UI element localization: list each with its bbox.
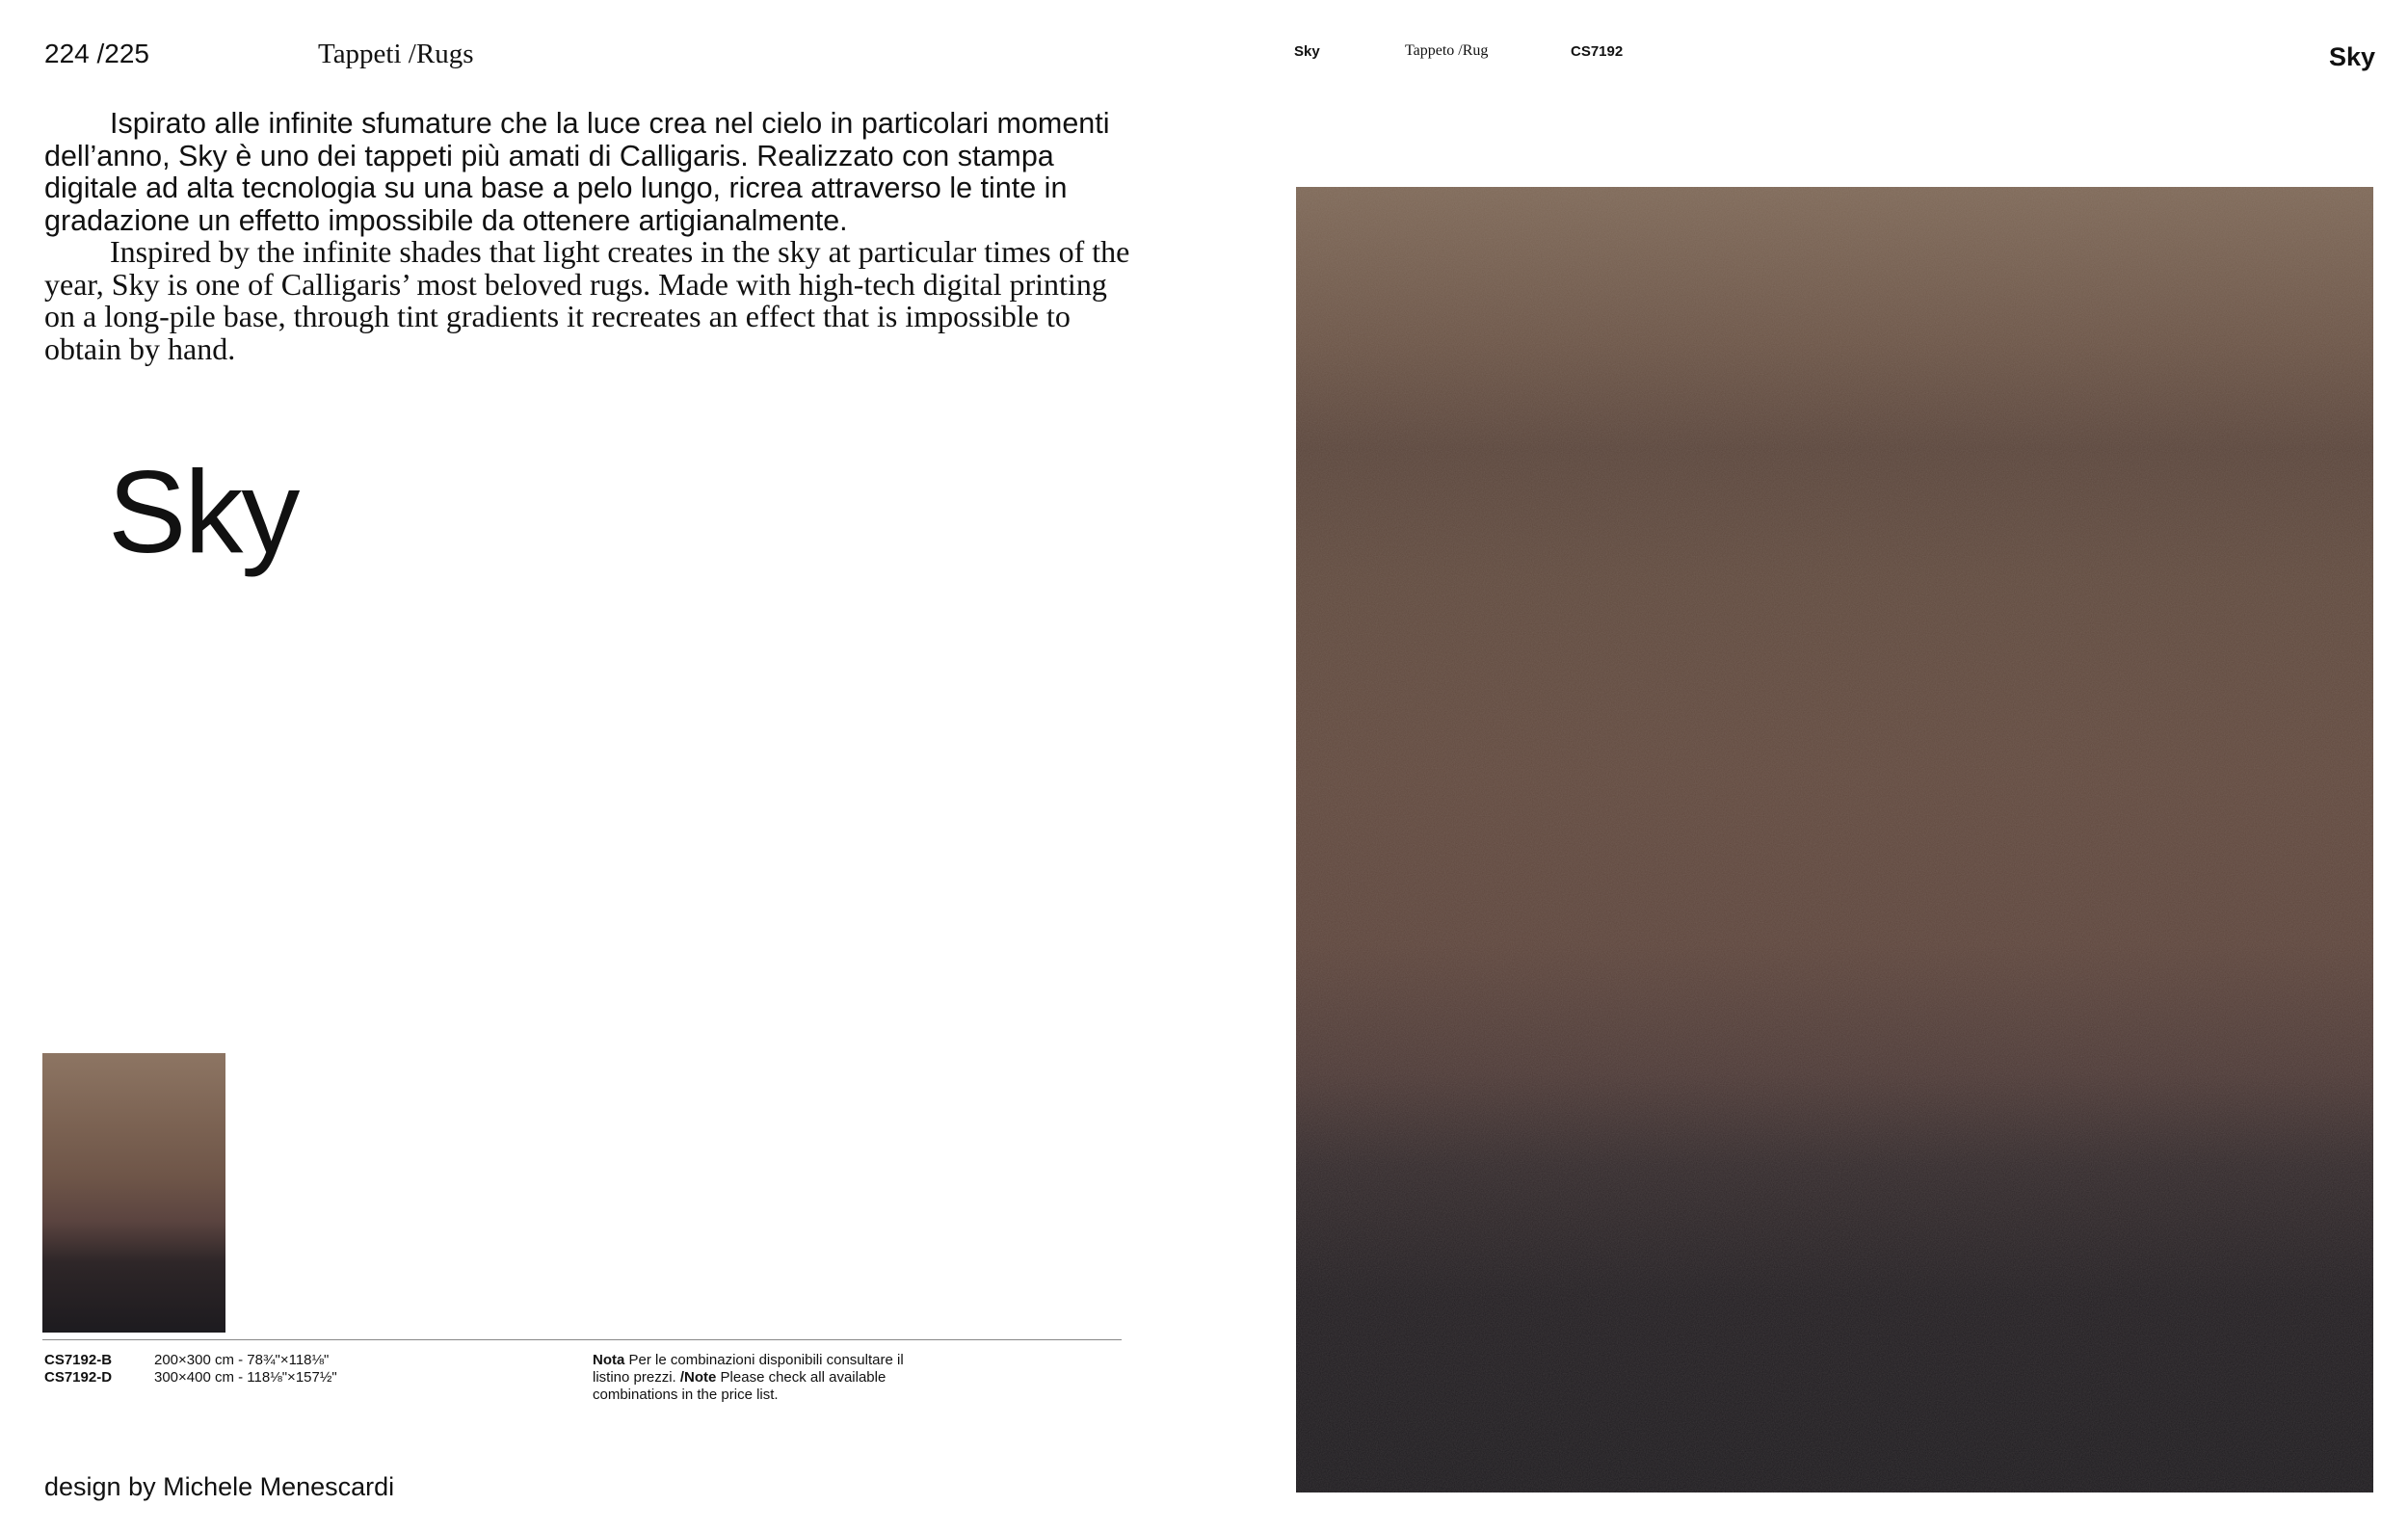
- right-header-name: Sky: [1294, 43, 1320, 60]
- note-text-it: Per le combinazioni disponibili consultare il listino prezzi.: [593, 1352, 904, 1386]
- description-italian-text: Ispirato alle infinite sfumature che la luce crea nel cielo in particolari momenti dell’anno, Sky è uno dei tappeti più amati di Calligaris. Realizzato con stampa digitale ad alta tecnologia su una base a pelo lungo, ricrea attraverso le tinte in gradazione un effetto impossibile da ottenere artigianalmente.: [44, 107, 1110, 237]
- section-title: Tappeti /Rugs: [318, 39, 474, 69]
- note-text-en: Please check all available combinations in the price list.: [593, 1369, 886, 1403]
- right-header-title: Sky: [2329, 42, 2376, 71]
- variant-dimensions: 300×400 cm - 118⅛"×157½": [154, 1369, 337, 1386]
- description-italian: [44, 108, 1133, 237]
- rug-texture: [1296, 187, 2373, 1492]
- divider: [42, 1339, 1122, 1340]
- right-header-type: Tappeto /Rug: [1405, 42, 1489, 59]
- rug-thumbnail-image: [42, 1053, 225, 1333]
- variant-code: CS7192-D: [44, 1369, 113, 1386]
- variant-dimensions: 200×300 cm - 78¾"×118⅛": [154, 1352, 330, 1368]
- description-english: [44, 236, 1133, 365]
- page-numbers: 224 /225: [44, 39, 149, 68]
- note-label-en: /Note: [679, 1369, 717, 1386]
- note-label-it: Nota: [593, 1352, 625, 1368]
- product-title: Sky: [108, 446, 299, 577]
- designer-credit: design by Michele Menescardi: [44, 1472, 395, 1501]
- rug-main-image: [1296, 187, 2373, 1492]
- variant-code: CS7192-B: [44, 1352, 113, 1368]
- description-english-text: Inspired by the infinite shades that light creates in the sky at particular times of the year, Sky is one of Calligaris’ most beloved rugs. Made with high-tech digital printing on a long-pile base, through tint gradients it recreates an effect that is impossible to obtain by hand.: [44, 234, 1130, 366]
- note: [593, 1352, 920, 1404]
- right-header-code: CS7192: [1571, 43, 1624, 60]
